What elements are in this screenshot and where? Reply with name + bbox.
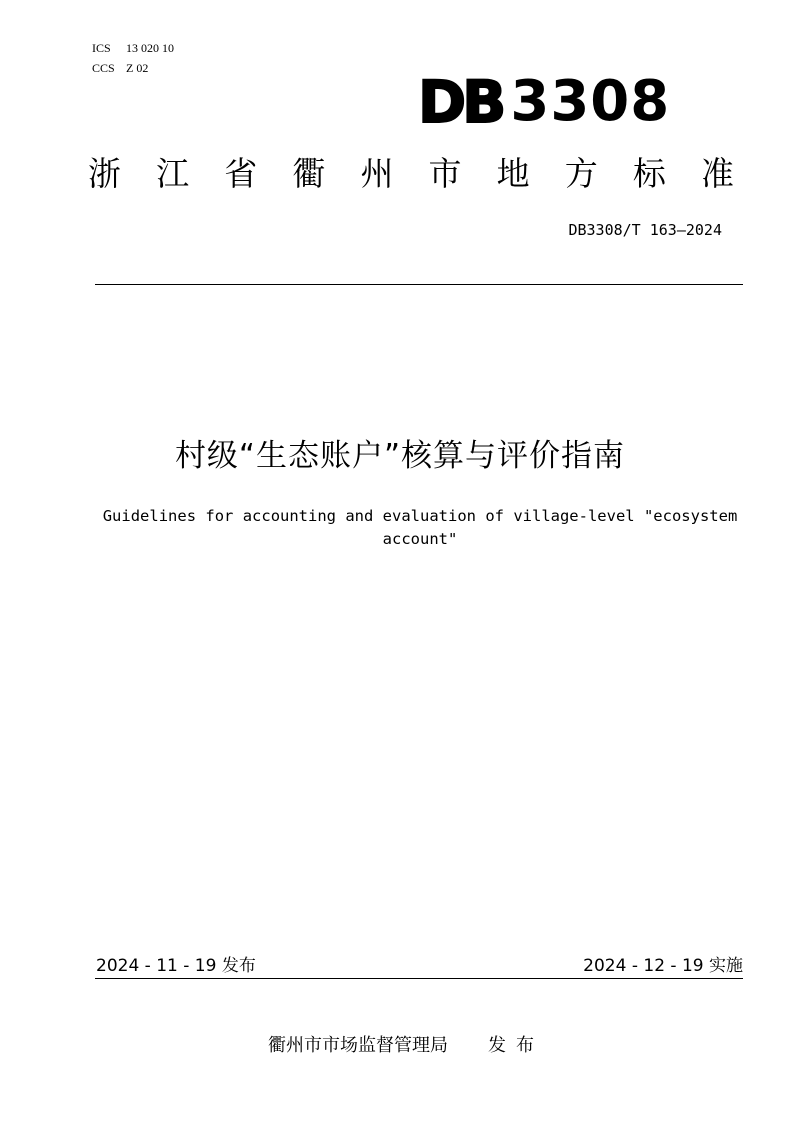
standard-name-char: 地 bbox=[496, 154, 530, 193]
top-divider bbox=[95, 284, 743, 285]
implement-date: 2024 - 12 - 19 实施 bbox=[583, 956, 743, 976]
standard-name-char: 省 bbox=[224, 154, 258, 193]
document-title-chinese: 村级“生态账户”核算与评价指南 bbox=[174, 438, 626, 474]
standard-type-title bbox=[0, 152, 800, 196]
standard-name-char: 方 bbox=[564, 154, 598, 193]
ccs-row bbox=[92, 58, 174, 78]
classification-codes bbox=[92, 38, 174, 78]
issuer-line bbox=[268, 1034, 544, 1058]
document-title-english: Guidelines for accounting and evaluation of village-level "ecosystem account" bbox=[102, 507, 738, 548]
ccs-label: CCS bbox=[92, 61, 115, 75]
standard-name-char: 浙 bbox=[88, 154, 121, 193]
publish-date: 2024 - 11 - 19 发布 bbox=[96, 956, 256, 976]
ics-value: 13 020 10 bbox=[126, 41, 174, 55]
ics-label: ICS bbox=[92, 41, 111, 55]
bottom-divider bbox=[95, 978, 743, 979]
db-logo bbox=[418, 68, 671, 136]
db-logo-prefix: DB bbox=[418, 68, 503, 136]
issuer-action: 发布 bbox=[488, 1035, 544, 1056]
issuer-name: 衢州市市场监督管理局 bbox=[268, 1035, 448, 1056]
standard-name-char: 准 bbox=[700, 154, 734, 193]
db-logo-number: 3308 bbox=[510, 69, 671, 134]
standard-name-char: 州 bbox=[360, 154, 394, 193]
ics-row bbox=[92, 38, 174, 58]
standard-name-char: 标 bbox=[632, 154, 666, 193]
standard-name-char: 衢 bbox=[292, 154, 326, 193]
standard-name-char: 江 bbox=[156, 154, 190, 193]
standard-name-char: 市 bbox=[428, 154, 462, 193]
standard-number: DB3308/T 163—2024 bbox=[568, 221, 722, 239]
ccs-value: Z 02 bbox=[126, 61, 149, 75]
